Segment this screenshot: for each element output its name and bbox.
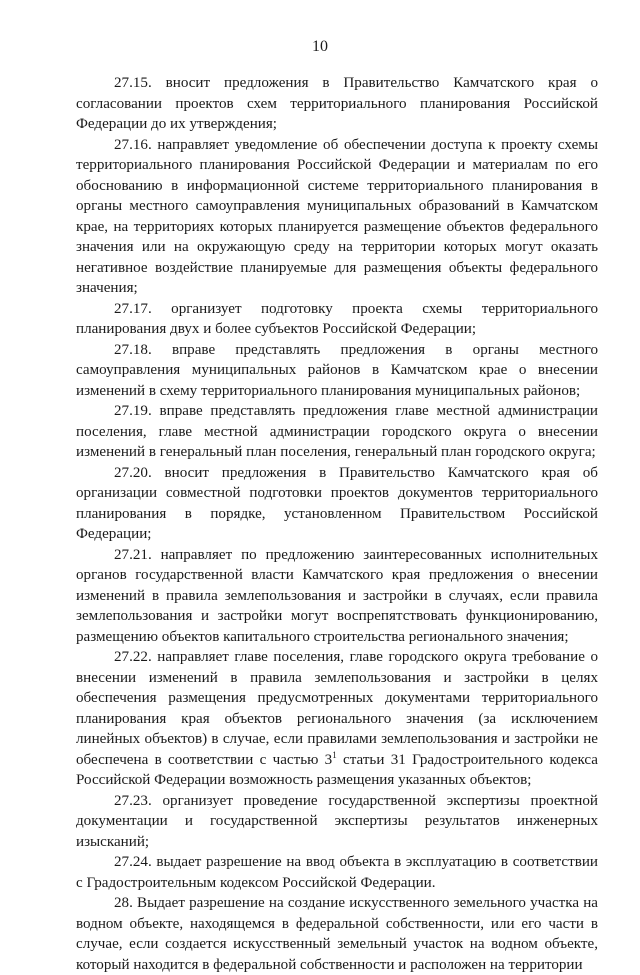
paragraph-27-22-text-end: статьи 31 Градостроительного кодекса Российской Федерации возможность размещения указанных объектов; xyxy=(76,751,598,788)
paragraph-27-19: 27.19. вправе представлять предложения главе местной администрации поселения, главе местной администрации городского округа о внесении изменений в генеральный план поселения, генеральный план городского округа; xyxy=(76,403,598,460)
paragraph-27-23: 27.23. организует проведение государственной экспертизы проектной документации и государственной экспертизы результатов инженерных изысканий; xyxy=(76,792,598,850)
paragraph-27-17: 27.17. организует подготовку проекта схемы территориального планирования двух и более субъектов Российской Федерации; xyxy=(76,300,598,337)
paragraph-27-16: 27.16. направляет уведомление об обеспечении доступа к проекту схемы территориального планирования Российской Федерации и материалам по его обоснованию в информационной системе территориального планирования в органы местного самоуправления муниципальных образований в Камчатском крае, на территориях которых планируется размещение объектов федерального значения или на окружающую среду на территории которых могут оказать негативное воздействие планируемые для размещения объекты федерального значения; xyxy=(76,136,598,296)
superscript-marker: 1 xyxy=(332,749,337,760)
paragraph-27-18: 27.18. вправе представлять предложения в органы местного самоуправления муниципальных районов в Камчатском крае о внесении изменений в схему территориального планирования муниципальных районов; xyxy=(76,341,598,399)
paragraph-28: 28. Выдает разрешение на создание искусственного земельного участка на водном объекте, находящемся в федеральной собственности, или его части в случае, если создается искусственный земельный участок на водном объекте, который находится в федеральной собственности и расположен на территории xyxy=(76,895,598,973)
paragraph-27-22 xyxy=(76,647,598,791)
document-body xyxy=(76,73,598,975)
paragraph-27-21: 27.21. направляет по предложению заинтересованных исполнительных органов государственной власти Камчатского края предложения о внесении изменений в правила землепользования и застройки в случаях, если правила землепользования и застройки могут воспрепятствовать функционированию, размещению объектов капитального строительства регионального значения; xyxy=(76,546,598,645)
page-number: 10 xyxy=(312,38,328,55)
paragraph-27-24: 27.24. выдает разрешение на ввод объекта в эксплуатацию в соответствии с Градостроительным кодексом Российской Федерации. xyxy=(76,854,598,891)
paragraph-27-20: 27.20. вносит предложения в Правительство Камчатского края об организации совместной подготовки проектов документов территориального планирования в порядке, установленном Правительством Российской Федерации; xyxy=(76,464,598,542)
paragraph-27-22-text-start: 27.22. направляет главе поселения, главе городского округа требование о внесении изменений в правила землепользования и застройки в целях обеспечения размещения предусмотренных документами территориального планирования края объектов регионального значения (за исключением линейных объектов) в случае, если правилами землепользования и застройки не обеспечена в соответствии с частью 3 xyxy=(76,649,598,768)
paragraph-27-15: 27.15. вносит предложения в Правительство Камчатского края о согласовании проектов схем территориального планирования Российской Федерации до их утверждения; xyxy=(76,75,598,132)
